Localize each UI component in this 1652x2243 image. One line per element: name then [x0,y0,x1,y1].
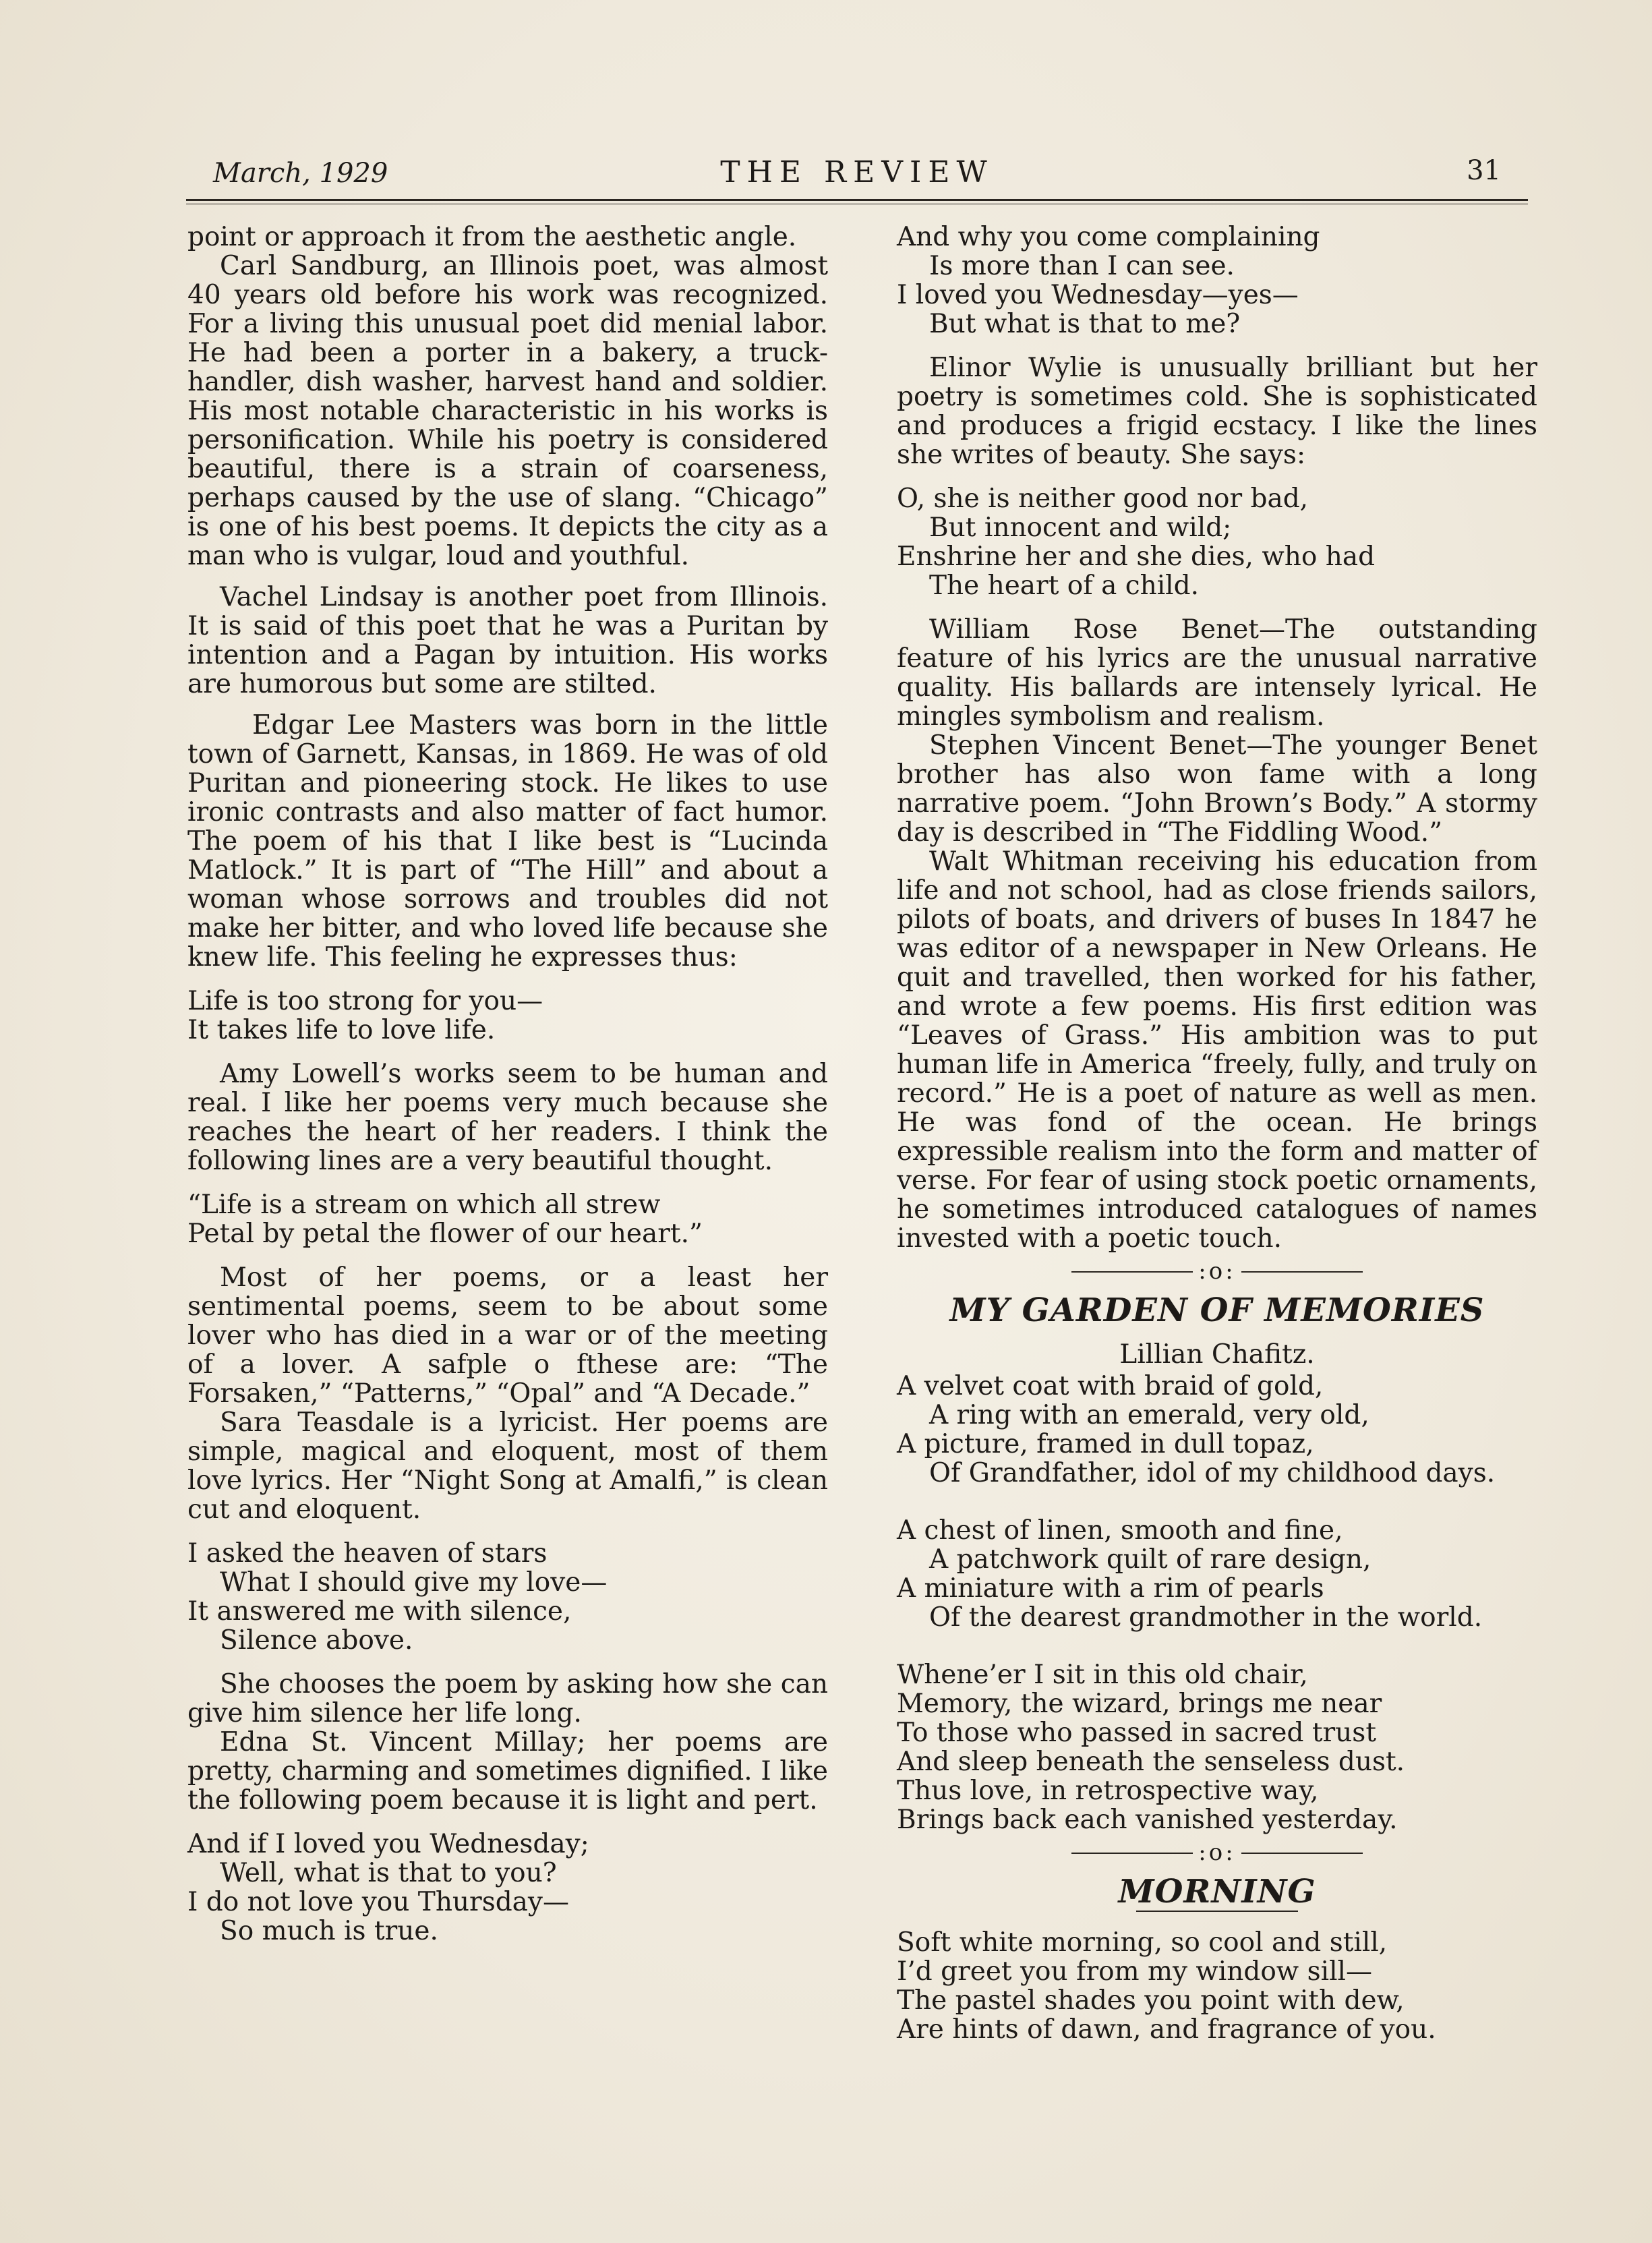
verse-line: A patchwork quilt of rare design, [929,1544,1371,1575]
paragraph-lowell-poems: Most of her poems, or a least her sentimental poems, seem to be about some lover who has died in a war or of the meeting of a lover. A safple o fthese are: “The Forsaken,” “Patterns,” “Opal” and “A Decade.” [187,1262,828,1409]
verse-line: “Life is a stream on which all strew [187,1190,661,1220]
section-separator [897,1838,1537,1867]
verse-line: Thus love, in retrospective way, [897,1776,1319,1806]
verse-line: Whene’er I sit in this old chair, [897,1660,1308,1690]
verse-line: O, she is neither good nor bad, [897,484,1309,514]
verse-line: Silence above. [220,1625,413,1656]
verse-line: It answered me with silence, [187,1596,572,1627]
poem-stanza [897,1928,1537,2044]
paragraph-william-benet: William Rose Benet—The outstanding feature of his lyrics are the unusual narrative quality. His ballards are intensely lyrical. He mingles symbolism and realism. [897,614,1537,732]
verse-line: The pastel shades you point with dew, [897,1985,1405,2016]
paragraph-lindsay: Vachel Lindsay is another poet from Illinois. It is said of this poet that he was a Puritan by intention and a Pagan by intuition. His works are humorous but some are stilted. [187,582,828,699]
verse-line: Is more than I can see. [929,251,1235,281]
paragraph-teasdale-note: She chooses the poem by asking how she can give him silence her life long. [187,1669,828,1728]
verse-line: And why you come complaining [897,222,1320,252]
paragraph: point or approach it from the aesthetic angle. [187,222,797,252]
verse-line: Of the dearest grandmother in the world. [929,1602,1483,1633]
verse-line: It takes life to love life. [187,1015,496,1045]
title-underline [1136,1911,1298,1912]
verse-line: A miniature with a rim of pearls [897,1573,1324,1604]
paragraph-masters: Edgar Lee Masters was born in the little town of Garnett, Kansas, in 1869. He was of old Puritan and pioneering stock. He likes to use ironic contrasts and also matter of fact humor. The poem of his that I like best is “Lucinda Matlock.” It is part of “The Hill” and about a woman whose sorrows and troubles did not make her bitter, and who loved life because she knew life. This feeling he expresses thus: [187,710,828,972]
page-number: 31 [1467,155,1501,186]
verse-line: What I should give my love— [220,1567,608,1598]
verse-line: Well, what is that to you? [220,1858,557,1888]
separator-mark: :o: [1198,1839,1236,1866]
verse-line: Of Grandfather, idol of my childhood days. [929,1458,1496,1488]
verse-line: I do not love you Thursday— [187,1887,569,1917]
poem-title: MY GARDEN OF MEMORIES [949,1291,1485,1329]
verse-line: A ring with an emerald, very old, [929,1400,1369,1430]
verse-masters [187,987,828,1045]
verse-line: A velvet coat with braid of gold, [897,1371,1324,1401]
verse-line: Enshrine her and she dies, who had [897,542,1376,572]
verse-line: I asked the heaven of stars [187,1538,548,1569]
paragraph-lowell: Amy Lowell’s works seem to be human and real. I like her poems very much because she reaches the heart of her readers. I think the following lines are a very beautiful thought. [187,1059,828,1176]
paragraph-teasdale: Sara Teasdale is a lyricist. Her poems are simple, magical and eloquent, most of them love lyrics. Her “Night Song at Amalfi,” is clean cut and eloquent. [187,1407,828,1525]
page-header [186,155,1528,196]
left-column [187,223,828,1960]
paragraph-wylie: Elinor Wylie is unusually brilliant but her poetry is sometimes cold. She is sophisticated and produces a frigid ecstacy. I like the lines she writes of beauty. She says: [897,353,1537,470]
issue-date: March, 1929 [213,158,388,189]
verse-line: Life is too strong for you— [187,986,543,1016]
publication-title: THE REVIEW [720,155,994,190]
poem-stanza [897,1660,1537,1834]
verse-millay-continued [897,223,1537,339]
verse-line: A chest of linen, smooth and fine, [897,1515,1343,1546]
header-rule [186,199,1528,204]
verse-line: But innocent and wild; [929,513,1232,543]
verse-line: Petal by petal the flower of our heart.” [187,1219,703,1249]
paragraph-whitman: Walt Whitman receiving his education from life and not school, had as close friends sailors, pilots of boats, and drivers of buses In 1847 he was editor of a newspaper in New Orleans. He quit and travelled, then worked for his father, and wrote a few poems. His first edition was “Leaves of Grass.” His ambition was to put human life in America “freely, fully, and truly on record.” He is a poet of nature as well as men. He was fond of the ocean. He brings expressible realism into the form and matter of verse. For fear of using stock poetic ornaments, he sometimes introduced catalogues of names invested with a poetic touch. [897,846,1537,1254]
paragraph-stephen-benet: Stephen Vincent Benet—The younger Benet brother has also won fame with a long narrative poem. “John Brown’s Body.” A stormy day is described in “The Fiddling Wood.” [897,730,1537,848]
verse-line: I loved you Wednesday—yes— [897,280,1299,310]
verse-line: To those who passed in sacred trust [897,1718,1376,1748]
paragraph-millay: Edna St. Vincent Millay; her poems are pretty, charming and sometimes dignified. I like the following poem because it is light and pert. [187,1727,828,1815]
verse-line: A picture, framed in dull topaz, [897,1429,1314,1459]
verse-wylie [897,484,1537,600]
verse-line: Soft white morning, so cool and still, [897,1927,1388,1958]
verse-line: And sleep beneath the senseless dust. [897,1747,1405,1777]
verse-line: Are hints of dawn, and fragrance of you. [897,2014,1436,2045]
verse-teasdale [187,1539,828,1655]
poem-title: MORNING [1118,1873,1316,1911]
poem-stanza [897,1516,1537,1632]
verse-line: I’d greet you from my window sill— [897,1956,1373,1987]
verse-line: Brings back each vanished yesterday. [897,1805,1398,1835]
poem-stanza [897,1372,1537,1488]
right-column [897,223,1537,2059]
verse-lowell [187,1190,828,1248]
verse-millay [187,1830,828,1946]
paragraph-sandburg: Carl Sandburg, an Illinois poet, was almost 40 years old before his work was recognized. For a living this unusual poet did menial labor. He had been a porter in a bakery, a truck-handler, dish washer, harvest hand and soldier. His most notable characteristic in his works is personification. While his poetry is considered beautiful, there is a strain of coarseness, perhaps caused by the use of slang. “Chicago” is one of his best poems. It depicts the city as a man who is vulgar, loud and youthful. [187,251,828,571]
verse-line: But what is that to me? [929,309,1241,339]
poem-author: Lillian Chafitz. [1119,1339,1315,1370]
verse-line: The heart of a child. [929,571,1199,601]
verse-line: And if I loved you Wednesday; [187,1829,589,1859]
verse-line: So much is true. [220,1916,438,1946]
separator-mark: :o: [1198,1258,1236,1285]
section-separator [897,1257,1537,1286]
verse-line: Memory, the wizard, brings me near [897,1689,1382,1719]
